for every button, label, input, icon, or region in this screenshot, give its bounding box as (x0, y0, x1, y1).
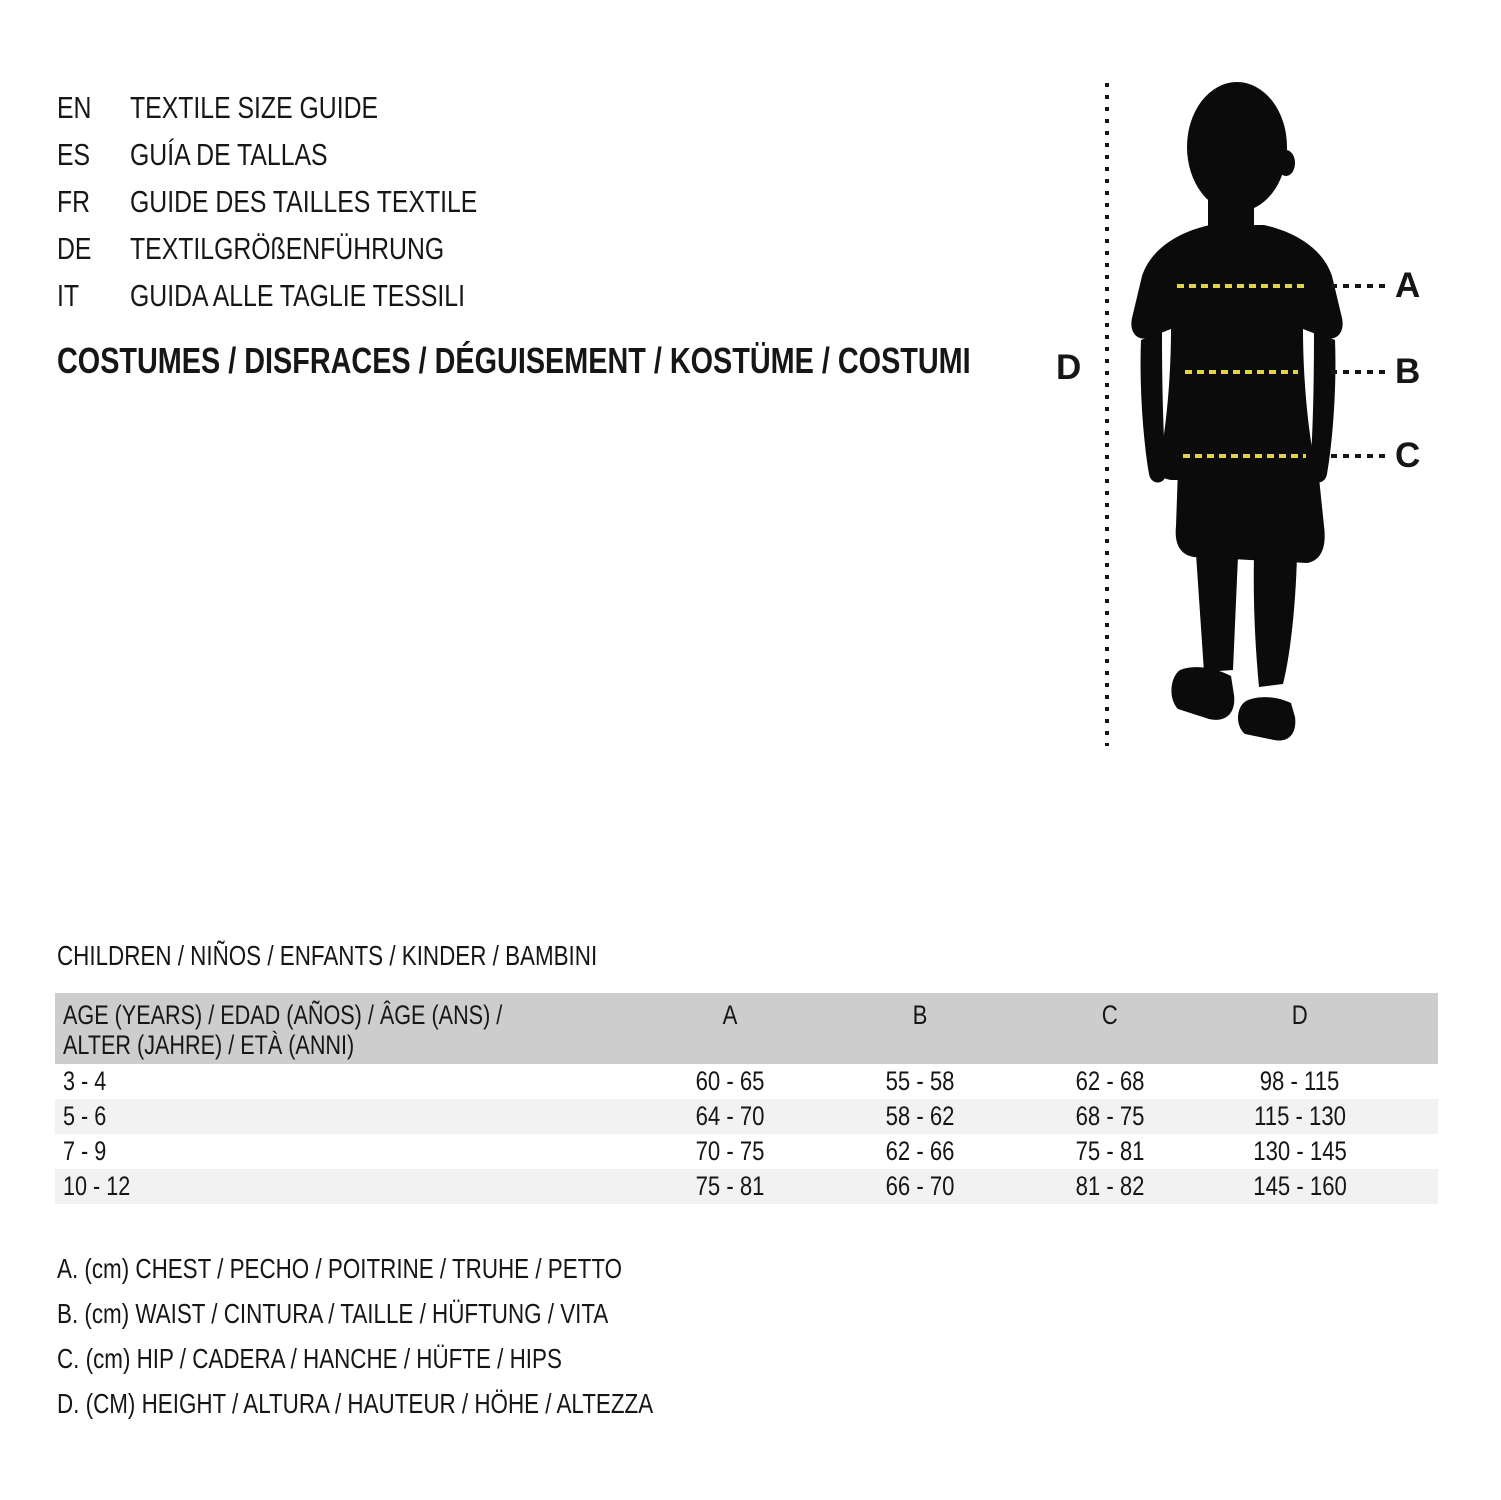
waist-value (825, 1064, 1015, 1099)
children-size-table (55, 993, 1438, 1204)
height-value (1205, 1169, 1395, 1204)
height-value-text: 145 - 160 (1253, 1171, 1347, 1201)
table-title-text: CHILDREN / NIÑOS / ENFANTS / KINDER / BAMBINI (57, 940, 598, 971)
waist-value (825, 1169, 1015, 1204)
legend-waist-text: B. (cm) WAIST / CINTURA / TAILLE / HÜFTUNG / VITA (57, 1297, 609, 1329)
chest-value (635, 1169, 825, 1204)
chest-value (635, 1099, 825, 1134)
hip-value-text: 62 - 68 (1075, 1066, 1145, 1096)
category-title-text: COSTUMES / DISFRACES / DÉGUISEMENT / KOSTÜME / COSTUMI (57, 340, 971, 381)
age-value (55, 1099, 635, 1134)
height-value (1205, 1064, 1395, 1099)
hip-value (1015, 1169, 1205, 1204)
legend-waist (57, 1291, 802, 1336)
figure-label-chest: A (1395, 266, 1421, 305)
column-header-a-text: A (722, 1000, 738, 1030)
age-value (55, 1064, 635, 1099)
legend-height (57, 1381, 802, 1426)
hip-value (1015, 1134, 1205, 1169)
hip-value (1015, 1099, 1205, 1134)
hip-value-text: 75 - 81 (1075, 1136, 1145, 1166)
waist-value (825, 1099, 1015, 1134)
lang-title-en: TEXTILE SIZE GUIDE (130, 89, 379, 125)
category-title (57, 340, 1199, 382)
measurement-legend (57, 1246, 802, 1426)
column-header-d-text: D (1292, 1000, 1308, 1030)
language-title-list (57, 84, 564, 319)
lang-row-fr (57, 178, 564, 225)
figure-label-waist: B (1395, 352, 1421, 391)
hip-value-text: 68 - 75 (1075, 1101, 1145, 1131)
waist-value-text: 55 - 58 (885, 1066, 955, 1096)
header-spacer (1395, 993, 1438, 1000)
figure-label-height: D (1056, 348, 1082, 387)
chest-value-text: 70 - 75 (695, 1136, 765, 1166)
figure-label-hip: C (1395, 436, 1421, 475)
lang-row-it (57, 272, 564, 319)
age-value-text: 3 - 4 (63, 1066, 107, 1096)
column-header-a (635, 993, 825, 1030)
legend-chest (57, 1246, 802, 1291)
child-silhouette-icon (1131, 82, 1342, 740)
column-header-d (1205, 993, 1395, 1030)
measurement-figure-graphic (1040, 60, 1501, 760)
hip-value (1015, 1064, 1205, 1099)
column-header-b (825, 993, 1015, 1030)
lang-row-de (57, 225, 564, 272)
height-value (1205, 1099, 1395, 1134)
age-header-cell (55, 993, 635, 1060)
age-value (55, 1134, 635, 1169)
height-value-text: 115 - 130 (1254, 1101, 1346, 1131)
lang-title-it: GUIDA ALLE TAGLIE TESSILI (130, 277, 465, 313)
age-header-line1: AGE (YEARS) / EDAD (AÑOS) / ÂGE (ANS) / (63, 1000, 503, 1030)
height-value-text: 98 - 115 (1260, 1066, 1340, 1096)
hip-value-text: 81 - 82 (1075, 1171, 1145, 1201)
age-value-text: 10 - 12 (63, 1171, 131, 1201)
lang-title-es: GUÍA DE TALLAS (130, 136, 328, 172)
chest-value (635, 1134, 825, 1169)
waist-value-text: 58 - 62 (885, 1101, 955, 1131)
lang-code-es: ES (57, 136, 91, 172)
age-value-text: 5 - 6 (63, 1101, 107, 1131)
legend-hip-text: C. (cm) HIP / CADERA / HANCHE / HÜFTE / HIPS (57, 1342, 562, 1374)
measurement-figure (1040, 60, 1501, 760)
column-header-b-text: B (912, 1000, 928, 1030)
table-row (55, 1169, 1438, 1204)
column-header-c-text: C (1102, 1000, 1118, 1030)
chest-value-text: 75 - 81 (695, 1171, 765, 1201)
table-row (55, 1134, 1438, 1169)
height-value-text: 130 - 145 (1253, 1136, 1347, 1166)
legend-chest-text: A. (cm) CHEST / PECHO / POITRINE / TRUHE / PETTO (57, 1252, 623, 1284)
table-row (55, 1064, 1438, 1099)
waist-value-text: 66 - 70 (885, 1171, 955, 1201)
column-header-c (1015, 993, 1205, 1030)
table-header-row (55, 993, 1438, 1064)
lang-title-fr: GUIDE DES TAILLES TEXTILE (130, 183, 478, 219)
lang-code-it: IT (57, 277, 80, 313)
waist-value (825, 1134, 1015, 1169)
legend-height-text: D. (CM) HEIGHT / ALTURA / HAUTEUR / HÖHE / ALTEZZA (57, 1387, 654, 1419)
table-title (57, 940, 732, 972)
chest-value-text: 64 - 70 (695, 1101, 765, 1131)
lang-code-fr: FR (57, 183, 91, 219)
lang-code-de: DE (57, 230, 92, 266)
legend-hip (57, 1336, 802, 1381)
lang-code-en: EN (57, 89, 92, 125)
height-value (1205, 1134, 1395, 1169)
table-row (55, 1099, 1438, 1134)
chest-value-text: 60 - 65 (695, 1066, 765, 1096)
age-value-text: 7 - 9 (63, 1136, 107, 1166)
age-header-line2: ALTER (JAHRE) / ETÀ (ANNI) (63, 1030, 355, 1060)
lang-row-es (57, 131, 564, 178)
age-value (55, 1169, 635, 1204)
lang-title-de: TEXTILGRÖßENFÜHRUNG (130, 230, 445, 266)
waist-value-text: 62 - 66 (885, 1136, 955, 1166)
lang-row-en (57, 84, 564, 131)
chest-value (635, 1064, 825, 1099)
